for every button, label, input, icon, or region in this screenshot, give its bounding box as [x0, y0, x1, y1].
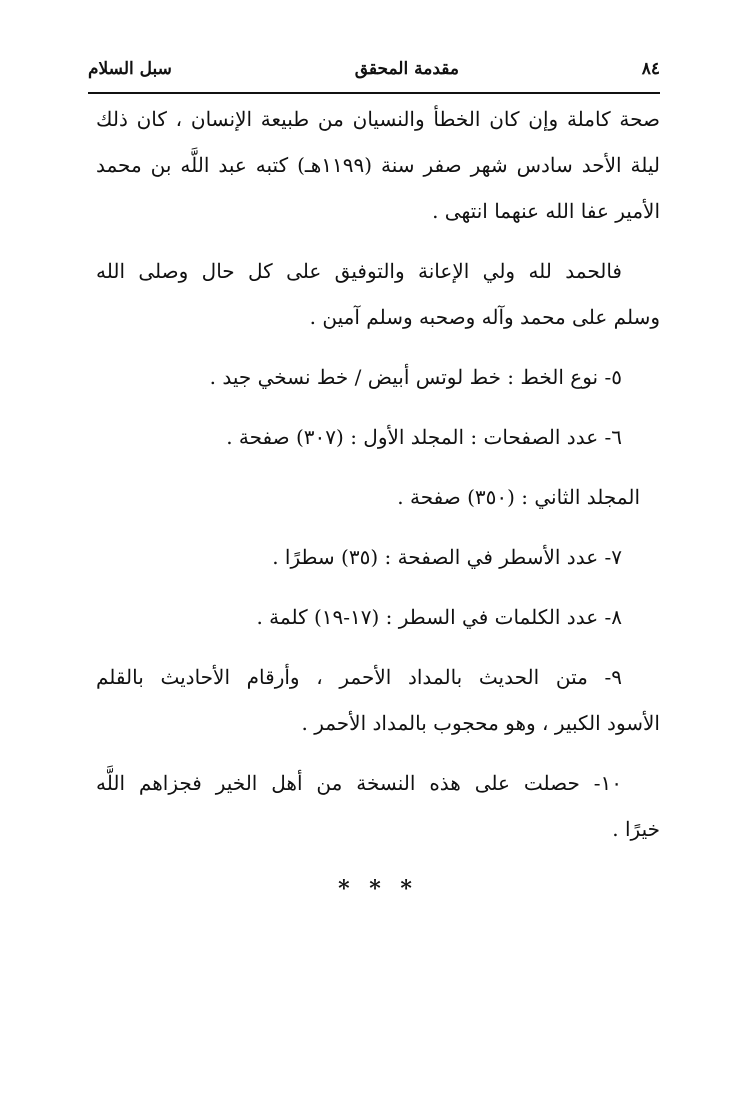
section-separator: * * * [338, 876, 418, 902]
text-line: ليلة الأحد سادس شهر صفر سنة (١١٩٩هـ) كتبه عبد اللَّه بن محمد [96, 153, 660, 177]
list-item: ٦- عدد الصفحات : المجلد الأول : (٣٠٧) صفحة . [226, 425, 622, 449]
text-line: صحة كاملة وإن كان الخطأ والنسيان من طبيعة الإنسان ، كان ذلك [96, 107, 660, 131]
text-line: فالحمد لله ولي الإعانة والتوفيق على كل حال وصلى الله [96, 259, 622, 283]
text-line: وسلم على محمد وآله وصحبه وسلم آمين . [309, 305, 660, 329]
list-item: ٩- متن الحديث بالمداد الأحمر ، وأرقام الأحاديث بالقلم [96, 665, 622, 689]
text-line: الأسود الكبير ، وهو محجوب بالمداد الأحمر . [301, 711, 660, 735]
book-title: سبل السلام [88, 59, 172, 79]
page-body [96, 96, 660, 912]
list-item: ٥- نوع الخط : خط لوتس أبيض / خط نسخي جيد . [209, 365, 622, 389]
list-item: ٧- عدد الأسطر في الصفحة : (٣٥) سطرًا . [272, 545, 622, 569]
chapter-title: مقدمة المحقق [354, 59, 459, 79]
text-line: الأمير عفا الله عنهما انتهى . [432, 199, 660, 223]
list-item: ٨- عدد الكلمات في السطر : (١٧-١٩) كلمة . [256, 605, 622, 629]
list-item: ١٠- حصلت على هذه النسخة من أهل الخير فجزاهم اللَّه [96, 771, 622, 795]
list-item: المجلد الثاني : (٣٥٠) صفحة . [397, 485, 640, 509]
page-header [88, 52, 660, 86]
header-rule [88, 92, 660, 94]
page-number: ٨٤ [641, 59, 660, 79]
text-line: خيرًا . [612, 817, 660, 841]
